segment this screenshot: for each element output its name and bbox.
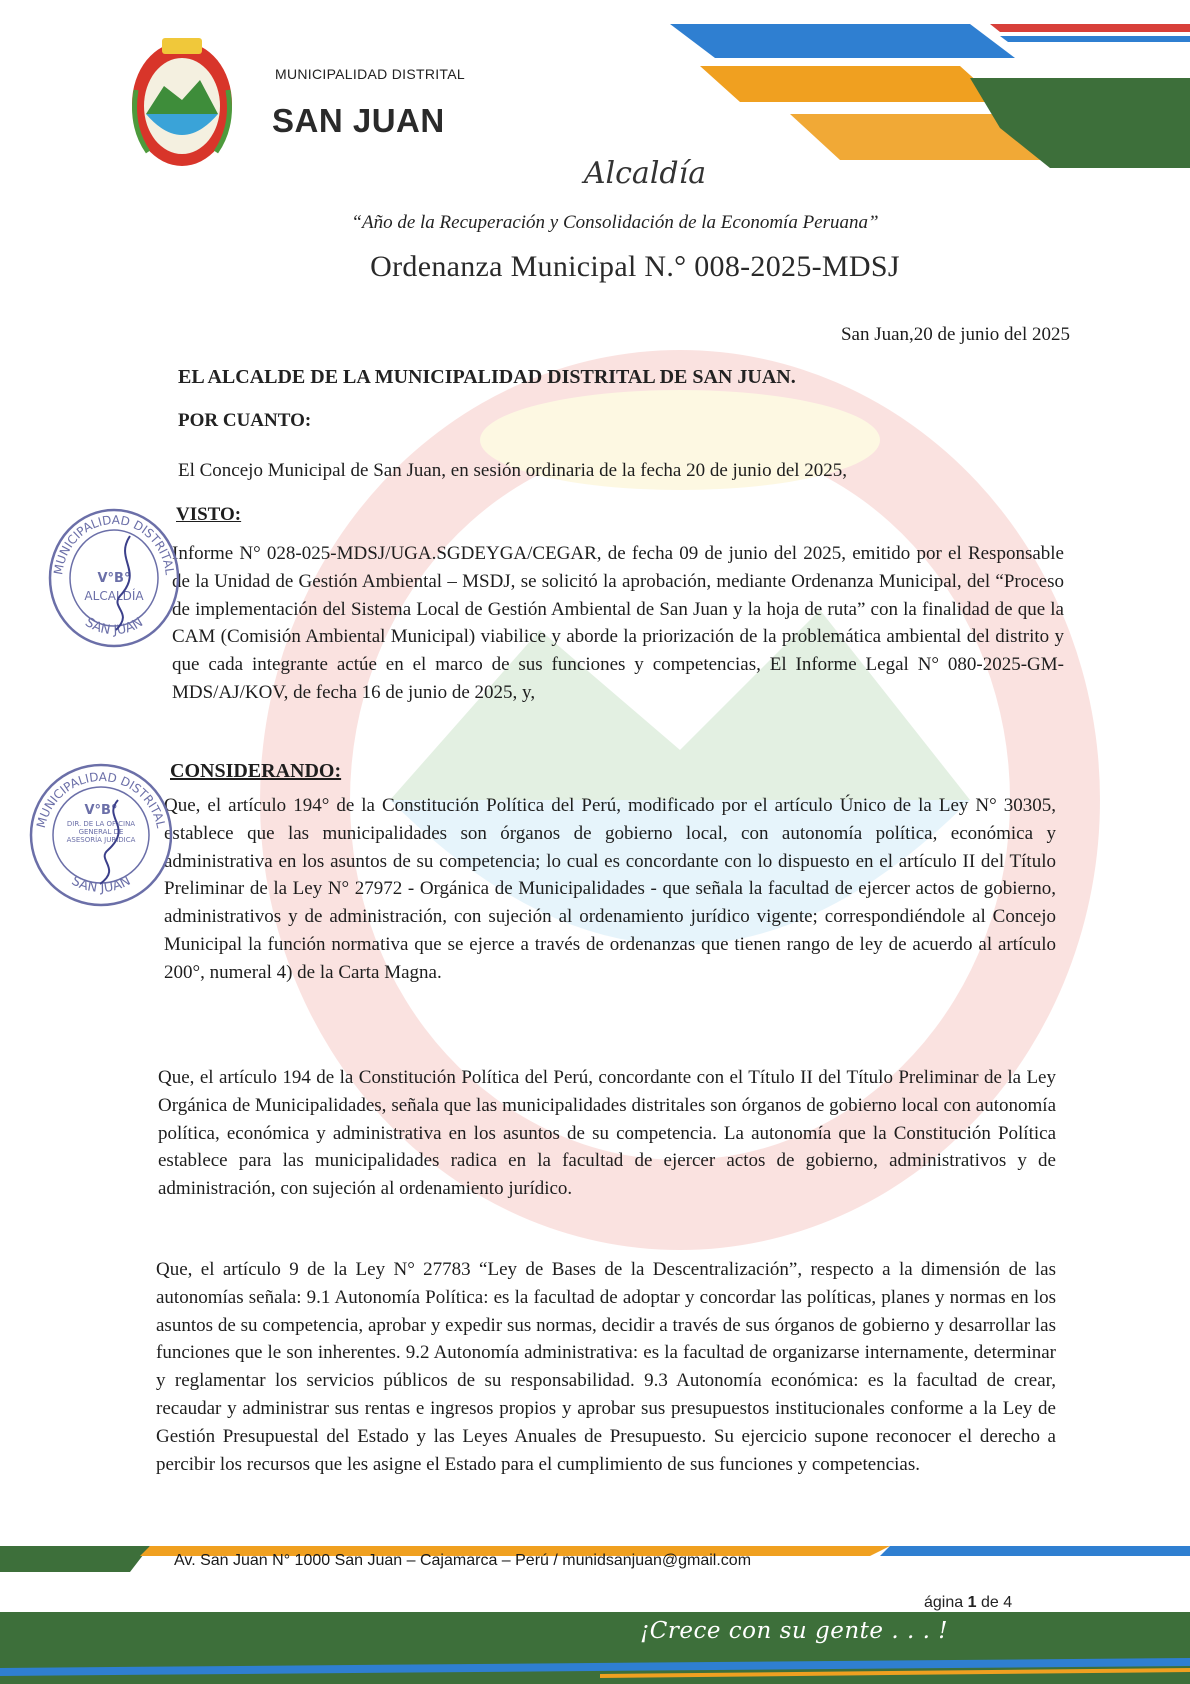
page-total: de 4	[980, 1594, 1013, 1611]
stamp2-role: DIR. DE LA OFICINA GENERAL DE ASESORÍA JURÍDICA	[66, 820, 136, 844]
page-number	[924, 1594, 1012, 1612]
approval-stamp-alcaldia	[44, 500, 184, 650]
stamp2-top-text: MUNICIPALIDAD DISTRITAL	[33, 769, 169, 830]
stamp2-vobo: V°B°	[84, 803, 118, 818]
footer-slogan: ¡Crece con su gente . . . !	[640, 1618, 948, 1644]
svg-text:SAN JUAN	[69, 874, 133, 896]
year-motto: “Año de la Recuperación y Consolidación de la Economía Peruana”	[351, 212, 879, 233]
place-date: San Juan,20 de junio del 2025	[840, 324, 1070, 345]
visto-heading: VISTO:	[176, 504, 242, 525]
ordinance-title: Ordenanza Municipal N.° 008-2025-MDSJ	[370, 250, 900, 283]
municipality-label: MUNICIPALIDAD DISTRITAL	[275, 66, 465, 82]
por-cuanto-heading: POR CUANTO:	[178, 410, 312, 431]
stamp1-role: ALCALDÍA	[84, 589, 144, 603]
municipality-crest-logo	[126, 30, 238, 170]
stamp1-top-text: MUNICIPALIDAD DISTRITAL	[51, 512, 177, 576]
page-current: 1	[967, 1594, 977, 1611]
stamp1-vobo: V°B°	[97, 571, 131, 586]
municipality-name: SAN JUAN	[272, 102, 445, 139]
office-title: Alcaldía	[583, 156, 707, 191]
svg-text:MUNICIPALIDAD DISTRITAL	[51, 513, 177, 576]
stamp1-bottom-text: SAN JUAN	[82, 615, 146, 639]
alcalde-heading: EL ALCALDE DE LA MUNICIPALIDAD DISTRITAL DE SAN JUAN.	[178, 366, 796, 388]
considerando-heading: CONSIDERANDO:	[170, 760, 342, 782]
footer-address: Av. San Juan N° 1000 San Juan – Cajamarca – Perú / munidsanjuan@gmail.com	[174, 1552, 752, 1569]
concejo-intro: El Concejo Municipal de San Juan, en sesión ordinaria de la fecha 20 de junio del 2025,	[178, 460, 848, 481]
approval-stamp-legal	[26, 760, 176, 910]
footer-band	[0, 1612, 1190, 1684]
visto-paragraph: Informe N° 028-025-MDSJ/UGA.SGDEYGA/CEGAR, de fecha 09 de junio del 2025, emitido por el Responsable de la Unidad de Gestión Ambiental – MSDJ, se solicitó la aprobación, mediante Ordenanza Municipal, del “Proceso de implementación del Sistema Local de Gestión Ambiental de San Juan y la hoja de ruta” con la finalidad de que la CAM (Comisión Ambiental Municipal) viabilice y aborde la priorización de la problemática ambiental del distrito y que cada integrante actúe en el marco de sus funciones y competencias, El Informe Legal N° 080-2025-GM-MDS/AJ/KOV, de fecha 16 de junio de 2025, y,	[172, 543, 1064, 703]
header-decoration-stripes	[670, 18, 1190, 168]
considerando-paragraph-2: Que, el artículo 194 de la Constitución Política del Perú, concordante con el Título II del Título Preliminar de la Ley Orgánica de Municipalidades, señala que las municipalidades distritales son órganos de gobierno local con autonomía política, económica y administrativa en los asuntos de su competencia. La autonomía que la Constitución Política establece para las municipalidades radica en la facultad de ejercer actos de gobierno, administrativos y de administración, con sujeción al ordenamiento jurídico.	[158, 1067, 1056, 1200]
stamp2-bottom-text: SAN JUAN	[68, 873, 134, 896]
considerando-paragraph-1: Que, el artículo 194° de la Constitución Política del Perú, modificado por el artículo Único de la Ley N° 30305, establece que las municipalidades son órganos de gobierno local, con autonomía política, económica y administrativa en los asuntos de su competencia; lo cual es concordante con lo dispuesto en el artículo II del Título Preliminar de la Ley N° 27972 - Orgánica de Municipalidades - que señala la facultad de ejercer actos de gobierno, administrativos y de administración, con sujeción al ordenamiento jurídico vigente; correspondiéndole al Concejo Municipal la función normativa que se ejerce a través de ordenanzas que tienen rango de ley de acuerdo al artículo 200°, numeral 4) de la Carta Magna.	[164, 795, 1056, 983]
svg-text:SAN JUAN	[82, 615, 146, 638]
considerando-paragraph-3: Que, el artículo 9 de la Ley N° 27783 “Ley de Bases de la Descentralización”, respecto a la dimensión de las autonomías señala: 9.1 Autonomía Política: es la facultad de adoptar y concordar las políticas, planes y normas en los asuntos de su competencia, aprobar y expedir sus normas, decidir a través de sus órganos de gobierno y desarrollar las funciones que le son inherentes. 9.2 Autonomía administrativa: es la facultad de organizarse internamente, determinar y reglamentar los servicios públicos de su responsabilidad. 9.3 Autonomía económica: es la facultad de crear, recaudar y administrar sus rentas e ingresos propios y aprobar sus presupuestos institucionales conforme a la Ley de Gestión Presupuestal del Estado y las Leyes Anuales de Presupuesto. Su ejercicio supone reconocer el derecho a percibir los recursos que les asigne el Estado para el cumplimiento de sus funciones y competencias.	[156, 1259, 1056, 1475]
page-prefix: ágina	[924, 1594, 964, 1611]
